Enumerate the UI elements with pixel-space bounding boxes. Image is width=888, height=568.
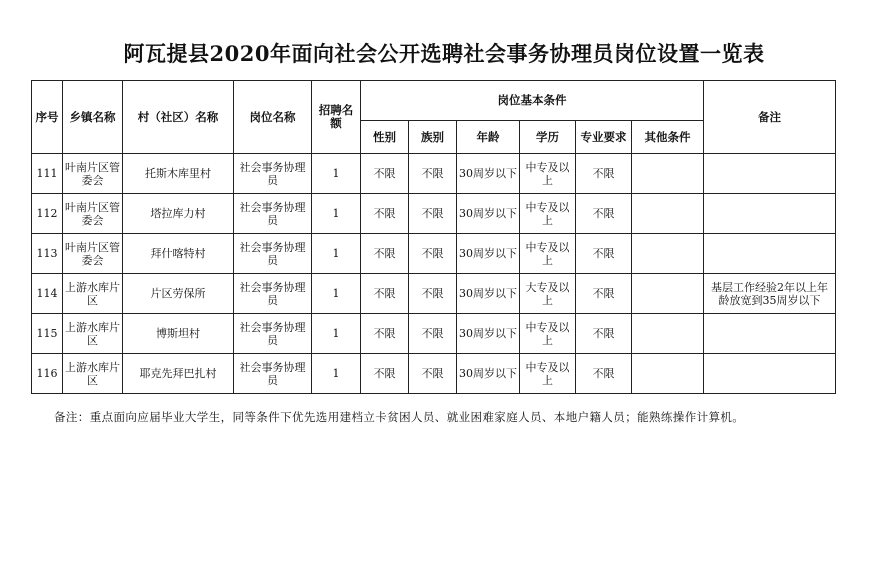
header-village: 村（社区）名称: [123, 81, 234, 154]
cell-age: 30周岁以下: [457, 274, 520, 314]
header-education: 学历: [520, 121, 576, 154]
cell-age: 30周岁以下: [457, 354, 520, 394]
cell-gender: 不限: [361, 154, 409, 194]
cell-major: 不限: [576, 194, 632, 234]
cell-quota: 1: [312, 274, 361, 314]
cell-ethnicity: 不限: [409, 194, 457, 234]
cell-gender: 不限: [361, 274, 409, 314]
cell-remark: [704, 314, 836, 354]
cell-ethnicity: 不限: [409, 234, 457, 274]
header-major: 专业要求: [576, 121, 632, 154]
table-row: [32, 314, 836, 354]
header-post: 岗位名称: [234, 81, 312, 154]
cell-seq: 113: [32, 234, 63, 274]
cell-remark: [704, 154, 836, 194]
cell-town: 叶南片区管委会: [63, 194, 123, 234]
cell-post: 社会事务协理员: [234, 194, 312, 234]
cell-gender: 不限: [361, 234, 409, 274]
cell-post: 社会事务协理员: [234, 354, 312, 394]
cell-major: 不限: [576, 234, 632, 274]
table-row: [32, 274, 836, 314]
cell-seq: 114: [32, 274, 63, 314]
cell-seq: 112: [32, 194, 63, 234]
cell-age: 30周岁以下: [457, 234, 520, 274]
header-conditions: 岗位基本条件: [361, 81, 704, 121]
cell-remark: [704, 194, 836, 234]
cell-quota: 1: [312, 314, 361, 354]
cell-village: 托斯木库里村: [123, 154, 234, 194]
header-seq: 序号: [32, 81, 63, 154]
cell-town: 上游水库片区: [63, 354, 123, 394]
cell-other: [632, 154, 704, 194]
table-row: [32, 194, 836, 234]
cell-village: 博斯坦村: [123, 314, 234, 354]
cell-education: 中专及以上: [520, 154, 576, 194]
cell-education: 中专及以上: [520, 314, 576, 354]
cell-major: 不限: [576, 314, 632, 354]
cell-village: 耶克先拜巴扎村: [123, 354, 234, 394]
cell-town: 叶南片区管委会: [63, 154, 123, 194]
cell-other: [632, 314, 704, 354]
cell-seq: 115: [32, 314, 63, 354]
cell-town: 上游水库片区: [63, 274, 123, 314]
cell-education: 中专及以上: [520, 234, 576, 274]
header-town: 乡镇名称: [63, 81, 123, 154]
cell-town: 叶南片区管委会: [63, 234, 123, 274]
page-title: 阿瓦提县2020年面向社会公开选聘社会事务协理员岗位设置一览表: [123, 41, 765, 66]
footnote: 备注：重点面向应届毕业大学生，同等条件下优先选用建档立卡贫困人员、就业困难家庭人员、本地户籍人员；能熟练操作计算机。: [54, 410, 745, 424]
cell-age: 30周岁以下: [457, 194, 520, 234]
cell-ethnicity: 不限: [409, 314, 457, 354]
cell-other: [632, 274, 704, 314]
cell-village: 塔拉库力村: [123, 194, 234, 234]
cell-education: 中专及以上: [520, 194, 576, 234]
table-row: [32, 154, 836, 194]
cell-major: 不限: [576, 274, 632, 314]
header-ethnicity: 族别: [409, 121, 457, 154]
header-quota: 招聘名额: [312, 81, 361, 154]
cell-gender: 不限: [361, 194, 409, 234]
cell-post: 社会事务协理员: [234, 314, 312, 354]
cell-quota: 1: [312, 194, 361, 234]
cell-remark: [704, 354, 836, 394]
cell-other: [632, 354, 704, 394]
cell-education: 中专及以上: [520, 354, 576, 394]
cell-major: 不限: [576, 154, 632, 194]
cell-gender: 不限: [361, 314, 409, 354]
cell-post: 社会事务协理员: [234, 274, 312, 314]
cell-other: [632, 194, 704, 234]
cell-village: 片区劳保所: [123, 274, 234, 314]
cell-other: [632, 234, 704, 274]
header-gender: 性别: [361, 121, 409, 154]
table-row: [32, 354, 836, 394]
cell-ethnicity: 不限: [409, 154, 457, 194]
header-other: 其他条件: [632, 121, 704, 154]
positions-table: [31, 80, 836, 394]
cell-education: 大专及以上: [520, 274, 576, 314]
cell-town: 上游水库片区: [63, 314, 123, 354]
cell-gender: 不限: [361, 354, 409, 394]
cell-ethnicity: 不限: [409, 274, 457, 314]
cell-age: 30周岁以下: [457, 154, 520, 194]
cell-remark: 基层工作经验2年以上年龄放宽到35周岁以下: [704, 274, 836, 314]
cell-quota: 1: [312, 154, 361, 194]
cell-quota: 1: [312, 354, 361, 394]
table-row: [32, 234, 836, 274]
cell-seq: 111: [32, 154, 63, 194]
cell-seq: 116: [32, 354, 63, 394]
cell-post: 社会事务协理员: [234, 154, 312, 194]
cell-major: 不限: [576, 354, 632, 394]
cell-village: 拜什喀特村: [123, 234, 234, 274]
cell-quota: 1: [312, 234, 361, 274]
cell-remark: [704, 234, 836, 274]
header-remark: 备注: [704, 81, 836, 154]
header-age: 年龄: [457, 121, 520, 154]
cell-ethnicity: 不限: [409, 354, 457, 394]
cell-post: 社会事务协理员: [234, 234, 312, 274]
cell-age: 30周岁以下: [457, 314, 520, 354]
